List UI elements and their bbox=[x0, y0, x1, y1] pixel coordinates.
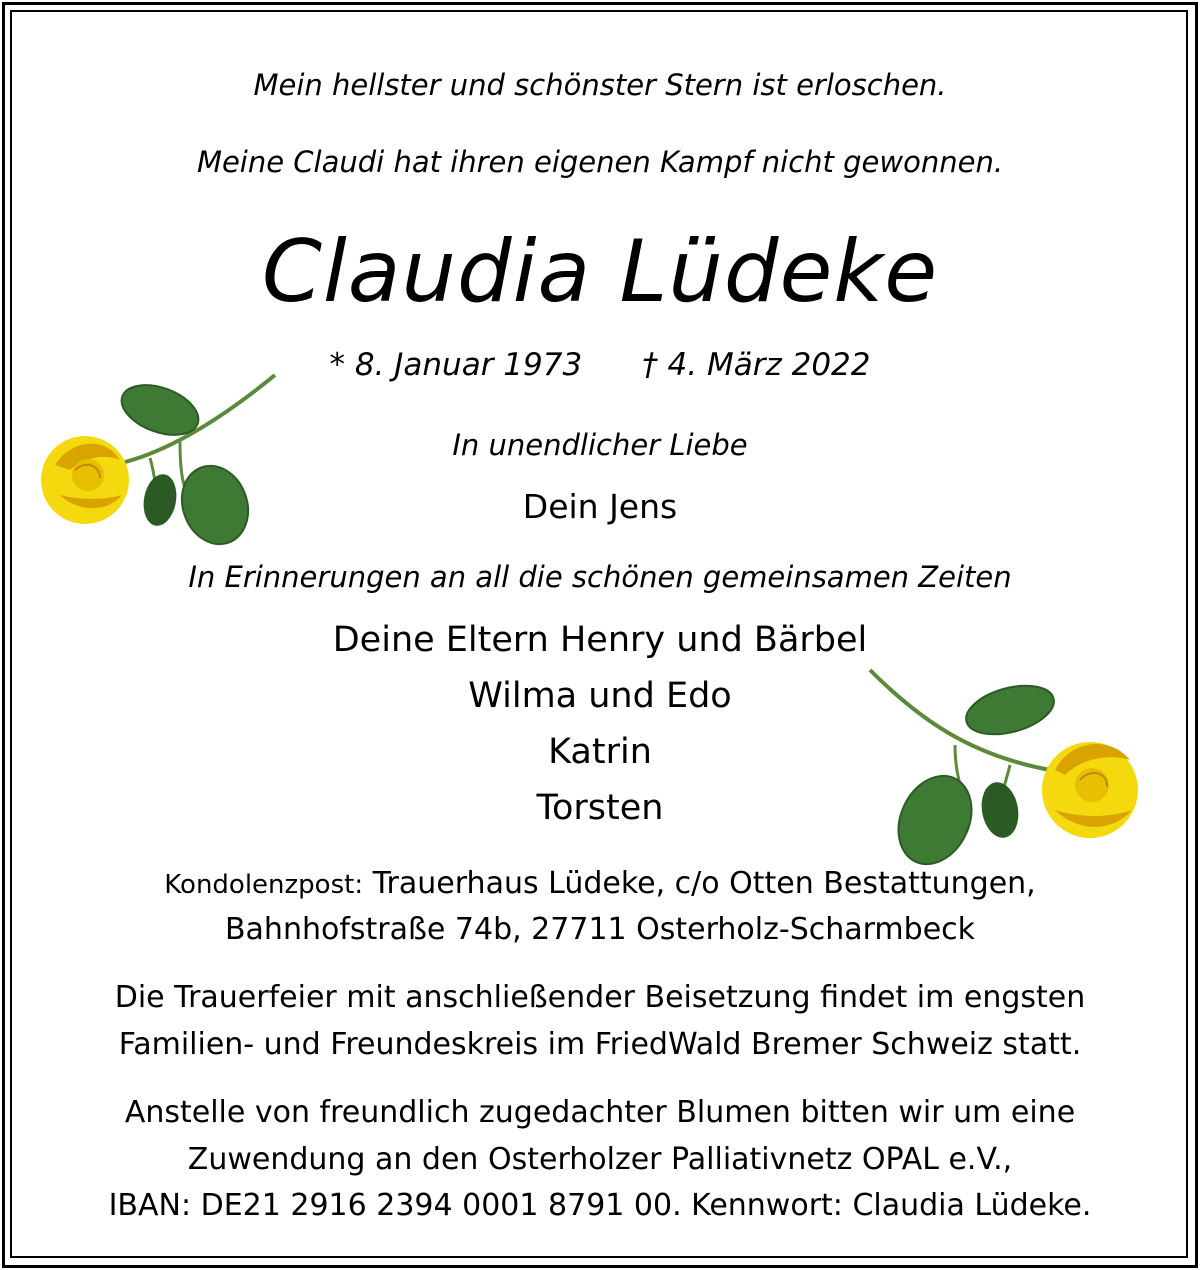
family-name: Torsten bbox=[536, 788, 664, 828]
intro-line-1: Mein hellster und schönster Stern ist erloschen. bbox=[253, 68, 947, 102]
partner-name: Dein Jens bbox=[522, 487, 678, 526]
condolence-address-line-1: Trauerhaus Lüdeke, c/o Otten Bestattungen, bbox=[372, 866, 1036, 901]
ceremony-line-1: Die Trauerfeier mit anschließender Beisetzung findet im engsten bbox=[114, 980, 1086, 1015]
condolence-label: Kondolenzpost: bbox=[164, 870, 364, 900]
ceremony-line-2: Familien- und Freundeskreis im FriedWald Bremer Schweiz statt. bbox=[118, 1027, 1082, 1062]
birth-date: * 8. Januar 1973 bbox=[329, 347, 583, 383]
condolence-address-line-2: Bahnhofstraße 74b, 27711 Osterholz-Scharmbeck bbox=[224, 912, 976, 947]
intro-line-2: Meine Claudi hat ihren eigenen Kampf nicht gewonnen. bbox=[196, 145, 1004, 179]
life-dates bbox=[0, 347, 1200, 383]
deceased-name: Claudia Lüdeke bbox=[261, 222, 939, 322]
family-name: Wilma und Edo bbox=[468, 676, 732, 716]
family-dedication: In Erinnerungen an all die schönen gemeinsamen Zeiten bbox=[188, 560, 1012, 594]
family-name: Katrin bbox=[548, 732, 652, 772]
donation-iban-line: IBAN: DE21 2916 2394 0001 8791 00. Kennwort: Claudia Lüdeke. bbox=[108, 1188, 1092, 1223]
family-name: Deine Eltern Henry und Bärbel bbox=[332, 620, 868, 660]
donation-line-1: Anstelle von freundlich zugedachter Blumen bitten wir um eine bbox=[124, 1095, 1076, 1130]
partner-dedication: In unendlicher Liebe bbox=[452, 428, 748, 462]
death-date: † 4. März 2022 bbox=[642, 347, 871, 383]
condolence-address bbox=[0, 866, 1200, 901]
donation-line-2: Zuwendung an den Osterholzer Palliativnetz OPAL e.V., bbox=[187, 1142, 1013, 1177]
